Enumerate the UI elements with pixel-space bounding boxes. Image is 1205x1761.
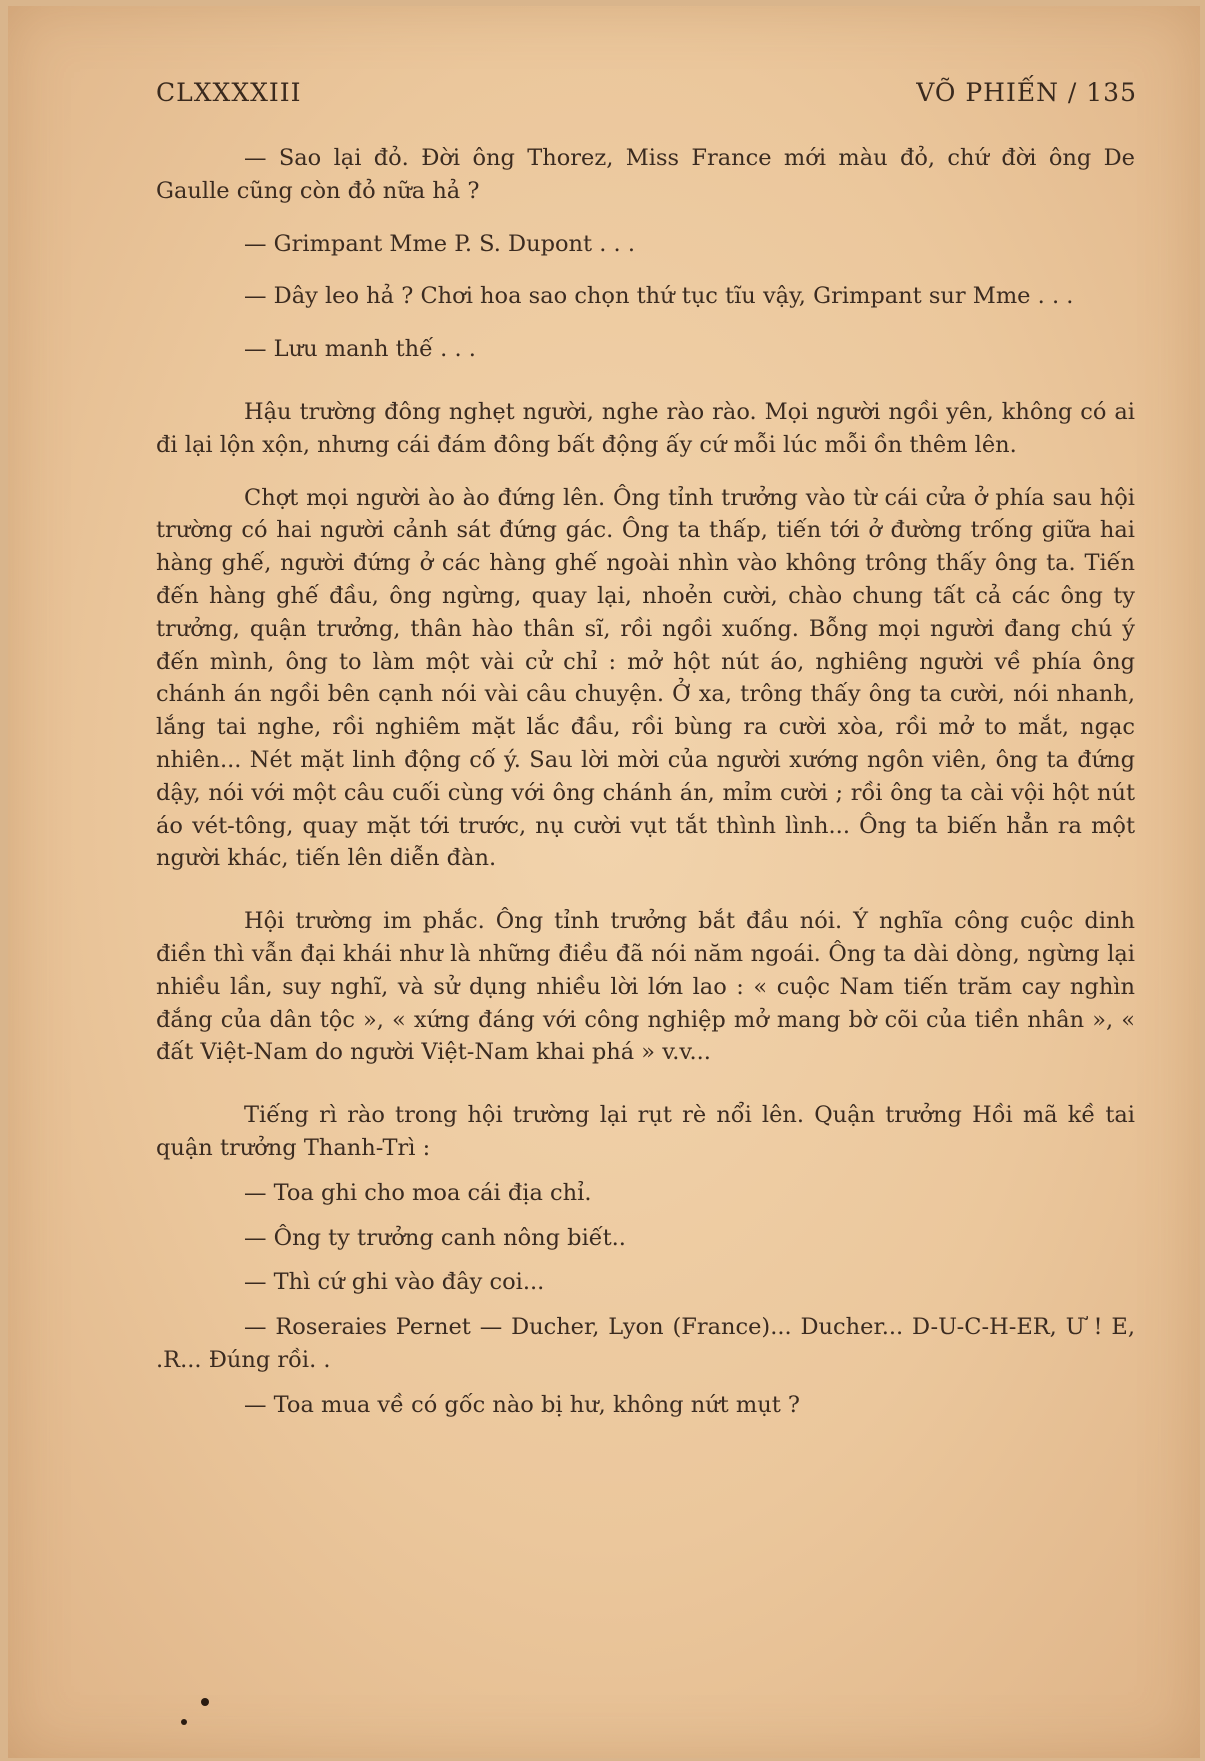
- paragraph: — Lưu manh thế . . .: [244, 336, 476, 363]
- paragraph: — Toa ghi cho moa cái địa chỉ.: [244, 1179, 592, 1206]
- paragraph: — Thì cứ ghi vào đây coi...: [244, 1269, 545, 1296]
- paragraph: — Roseraies Pernet — Ducher, Lyon (France)... Ducher... D-U-C-H-ER, Ư ! E, .R... Đúng rồi. .: [156, 1314, 1135, 1373]
- paragraph: Hậu trường đông nghẹt người, nghe rào rào. Mọi người ngồi yên, không có ai đi lại lộn xộn, nhưng cái đám đông bất động ấy cứ mỗi lúc mỗi ồn thêm lên.: [156, 398, 1135, 458]
- paragraph: — Dây leo hả ? Chơi hoa sao chọn thứ tục tĩu vậy, Grimpant sur Mme . . .: [244, 283, 1074, 310]
- author-page-number: VÕ PHIẾN / 135: [916, 78, 1137, 107]
- book-page: [8, 6, 1200, 1758]
- paragraph: Chợt mọi người ào ào đứng lên. Ông tỉnh trưởng vào từ cái cửa ở phía sau hội trường có hai người cảnh sát đứng gác. Ông ta thấp, tiến tới ở đường trống giữa hai hàng ghế, người đứng ở các hàng ghế ngoài nhìn vào không trông thấy ông ta. Tiến đến hàng ghế đầu, ông ngừng, quay lại, nhoẻn cười, chào chung tất cả các ông ty trưởng, quận trưởng, thân hào thân sĩ, rồi ngồi xuống. Bỗng mọi người đang chú ý đến mình, ông to làm một vài cử chỉ : mở hột nút áo, nghiêng người về phía ông chánh án ngồi bên cạnh nói vài câu chuyện. Ở xa, trông thấy ông ta cười, nói nhanh, lắng tai nghe, rồi nghiêm mặt lắc đầu, rồi bùng ra cười xòa, rồi mở to mắt, ngạc nhiên... Nét mặt linh động cố ý. Sau lời mời của người xướng ngôn viên, ông ta đứng dậy, nói với một câu cuối cùng với ông chánh án, mỉm cười ; rồi ông ta cài vội hột nút áo vét-tông, quay mặt tới trước, nụ cười vụt tắt thình lình... Ông ta biến hẳn ra một người khác, tiến lên diễn đàn.: [156, 484, 1135, 872]
- body-text: [156, 142, 1135, 1422]
- paragraph: Tiếng rì rào trong hội trường lại rụt rè nổi lên. Quận trưởng Hồi mã kề tai quận trưởng Thanh-Trì :: [156, 1102, 1135, 1161]
- paragraph: Hội trường im phắc. Ông tỉnh trưởng bắt đầu nói. Ý nghĩa công cuộc dinh điền thì vẫn đại khái như là những điều đã nói năm ngoái. Ông ta dài dòng, ngừng lại nhiều lần, suy nghĩ, và sử dụng nhiều lời lớn lao : « cuộc Nam tiến trăm cay nghìn đắng của dân tộc », « xứng đáng với công nghiệp mở mang bờ cõi của tiền nhân », « đất Việt-Nam do người Việt-Nam khai phá » v.v...: [156, 908, 1135, 1066]
- page-header: [156, 78, 1137, 118]
- paragraph: — Toa mua về có gốc nào bị hư, không nứt mụt ?: [244, 1391, 800, 1418]
- ink-speck: [181, 1719, 187, 1725]
- paragraph: — Sao lại đỏ. Đời ông Thorez, Miss France mới màu đỏ, chứ đời ông De Gaulle cũng còn đỏ nữa hả ?: [156, 145, 1135, 204]
- ink-speck: [201, 1698, 209, 1706]
- chapter-number: CLXXXXIII: [156, 78, 302, 107]
- paragraph: — Grimpant Mme P. S. Dupont . . .: [244, 230, 635, 257]
- paragraph: — Ông ty trưởng canh nông biết..: [244, 1224, 626, 1251]
